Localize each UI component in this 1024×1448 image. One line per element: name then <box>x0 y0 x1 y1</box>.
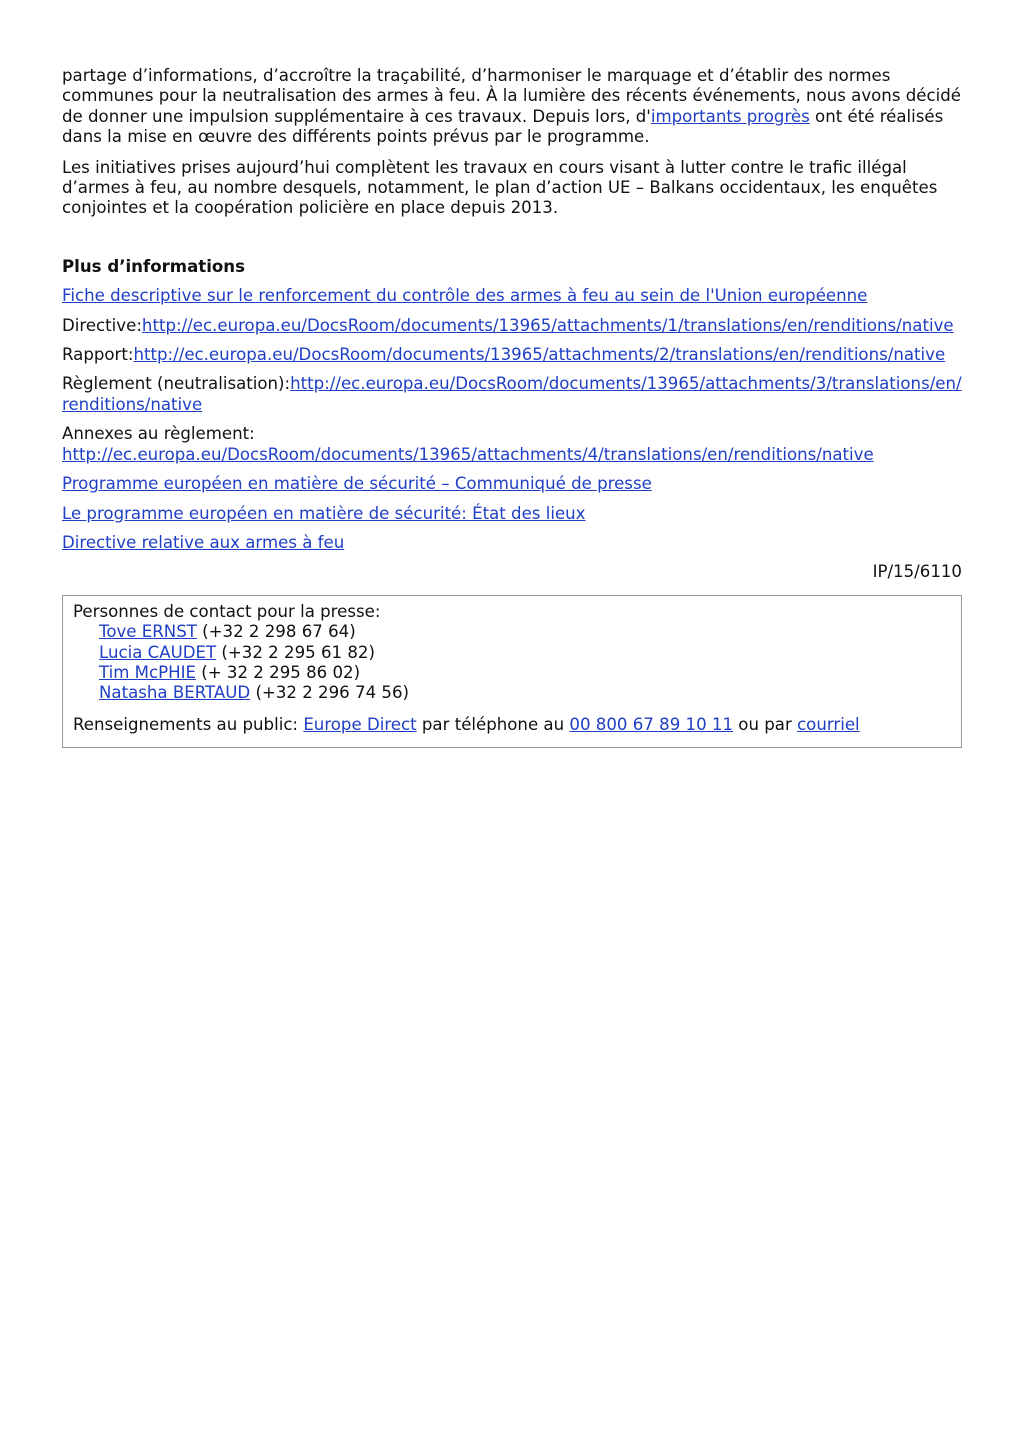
email-link[interactable]: courriel <box>797 714 860 734</box>
document-page <box>62 66 962 748</box>
programme-state-line <box>62 504 962 524</box>
factsheet-line <box>62 286 962 306</box>
europe-direct-link[interactable]: Europe Direct <box>303 714 417 734</box>
public-info-line <box>73 715 951 735</box>
firearms-directive-link[interactable]: Directive relative aux armes à feu <box>62 532 345 552</box>
contact-item <box>99 683 951 703</box>
paragraph-1-text-a: partage d’informations, d’accroître la traçabilité, d’harmoniser le marquage et d’établir des normes communes pour la neutralisation des armes à feu. À la lumière des récents événements, nous avons décidé de donner une impulsion supplémentaire à ces travaux. Depuis lors, d' <box>62 66 961 126</box>
contact-name-link[interactable]: Tove ERNST <box>99 622 197 642</box>
contacts-title: Personnes de contact pour la presse: <box>73 601 381 621</box>
contact-phone: (+32 2 298 67 64) <box>196 622 356 642</box>
annexes-line <box>62 424 962 465</box>
directive-line <box>62 316 962 336</box>
paragraph-1-text-b: ont été réalisés dans la mise en œuvre des différents points prévus par le programme. <box>62 106 944 147</box>
programme-press-line <box>62 474 962 494</box>
press-release-reference: IP/15/6110 <box>872 562 962 582</box>
firearms-directive-line <box>62 533 962 553</box>
programme-press-link[interactable]: Programme européen en matière de sécurité – Communiqué de presse <box>62 474 652 494</box>
contact-name-link[interactable]: Tim McPHIE <box>99 662 196 682</box>
more-info-heading: Plus d’informations <box>62 256 246 276</box>
directive-url-link[interactable]: http://ec.europa.eu/DocsRoom/documents/13965/attachments/1/translations/en/renditions/native <box>141 315 954 335</box>
paragraph-2: Les initiatives prises aujourd’hui complètent les travaux en cours visant à lutter contre le trafic illégal d’armes à feu, au nombre desquels, notamment, le plan d’action UE – Balkans occidentaux, les enquêtes conjointes et la coopération policière en place depuis 2013. <box>62 157 938 218</box>
by-phone-text: par téléphone au <box>416 714 570 734</box>
annexes-url-link[interactable]: http://ec.europa.eu/DocsRoom/documents/13965/attachments/4/translations/en/renditions/native <box>62 444 874 464</box>
contact-name-link[interactable]: Natasha BERTAUD <box>99 683 251 703</box>
phone-number-link[interactable]: 00 800 67 89 10 11 <box>569 714 734 734</box>
rapport-label: Rapport: <box>62 345 134 365</box>
important-progress-link[interactable]: importants progrès <box>650 106 810 126</box>
contacts-list <box>99 622 951 704</box>
contact-name-link[interactable]: Lucia CAUDET <box>99 642 217 662</box>
reglement-label: Règlement (neutralisation): <box>62 374 291 394</box>
directive-label: Directive: <box>62 315 142 335</box>
rapport-line <box>62 345 962 365</box>
public-info-label: Renseignements au public: <box>73 714 304 734</box>
programme-state-link[interactable]: Le programme européen en matière de sécurité: État des lieux <box>62 503 586 523</box>
contact-item <box>99 622 951 642</box>
contact-phone: (+ 32 2 295 86 02) <box>195 662 361 682</box>
reglement-line <box>62 374 962 415</box>
contact-phone: (+32 2 295 61 82) <box>216 642 375 662</box>
or-by-text: ou par <box>733 714 798 734</box>
contact-item <box>99 663 951 683</box>
press-contacts-box <box>62 595 962 748</box>
paragraph-1 <box>62 66 962 148</box>
factsheet-link[interactable]: Fiche descriptive sur le renforcement du contrôle des armes à feu au sein de l'Union européenne <box>62 286 868 306</box>
rapport-url-link[interactable]: http://ec.europa.eu/DocsRoom/documents/13965/attachments/2/translations/en/renditions/native <box>133 345 946 365</box>
reglement-url-link[interactable]: http://ec.europa.eu/DocsRoom/documents/13965/attachments/3/translations/en/renditions/native <box>62 374 962 414</box>
annexes-label: Annexes au règlement: <box>62 424 255 444</box>
contact-item <box>99 643 951 663</box>
contact-phone: (+32 2 296 74 56) <box>250 683 409 703</box>
